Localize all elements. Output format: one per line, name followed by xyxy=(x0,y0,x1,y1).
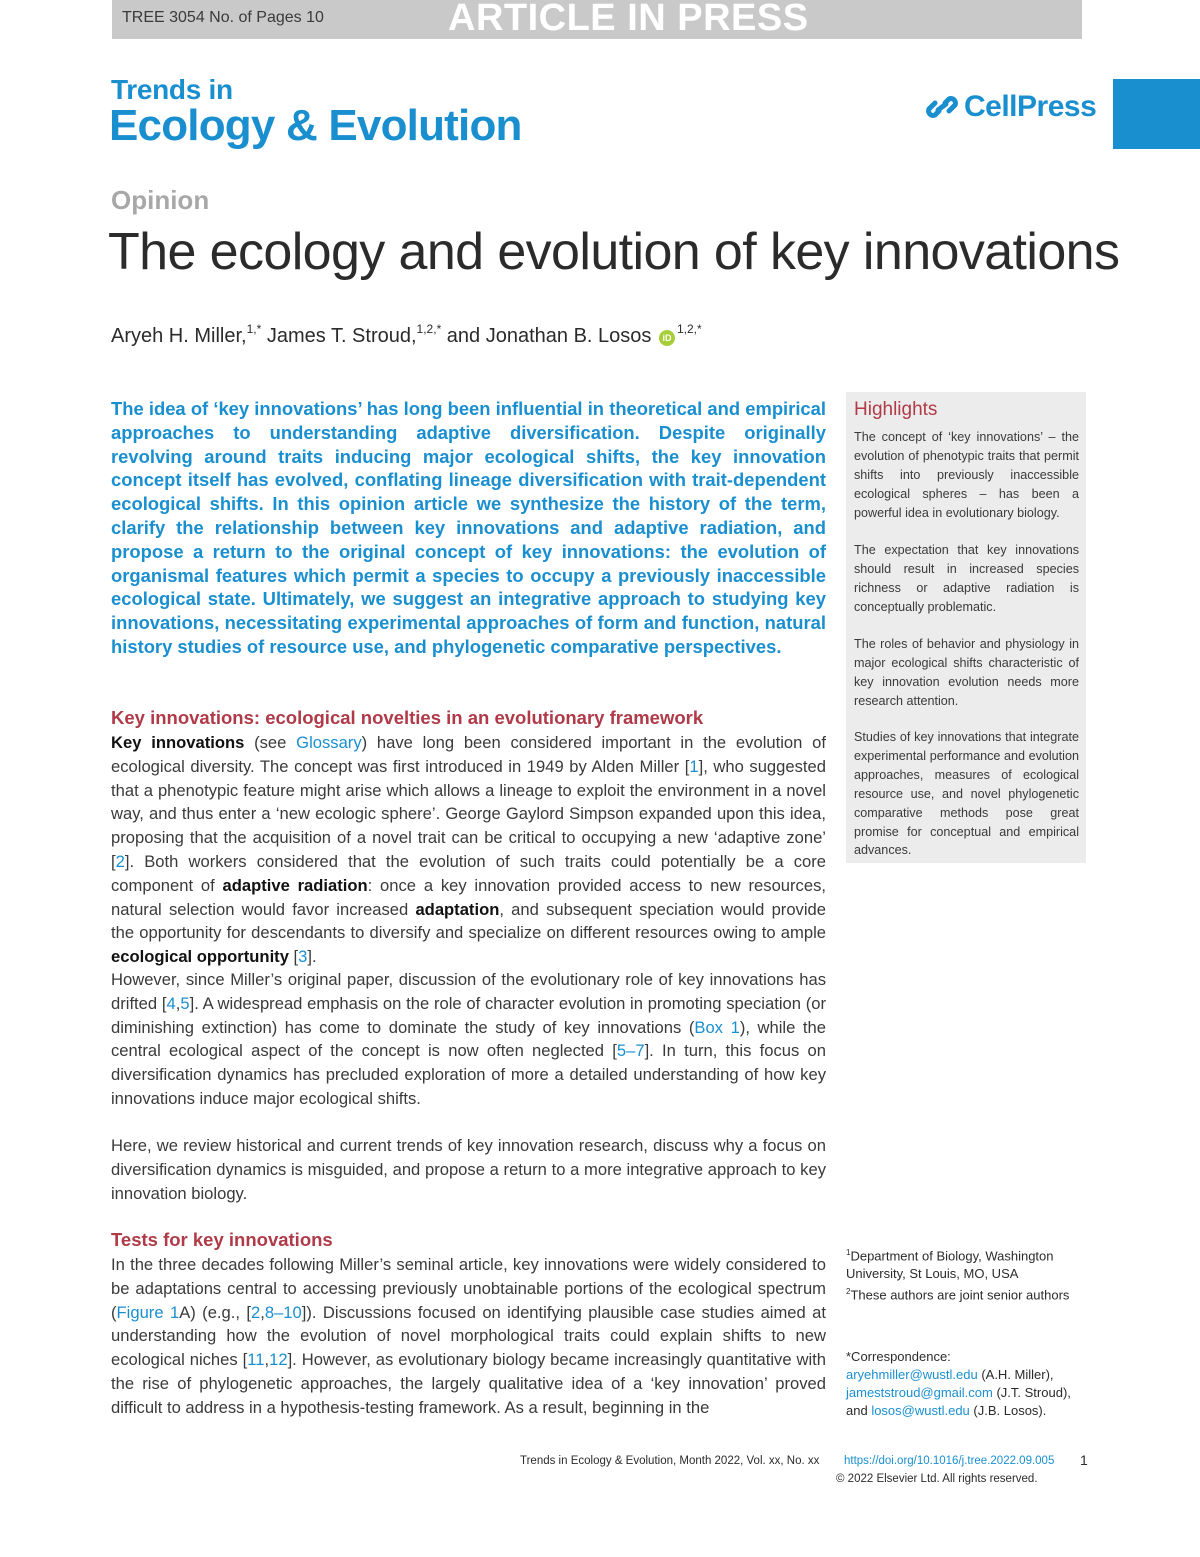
affiliation-2 xyxy=(846,1283,1096,1304)
text-run: In the three decades following Miller’s seminal article, key innovations were widely considered to be adaptations central to accessing previously unobtainable portions of the ecological spectrum ( xyxy=(111,1255,826,1322)
highlight-item: The concept of ‘key innovations’ – the evolution of phenotypic traits that permit shifts into previously inaccessible ecological spheres – has been a powerful idea in evolutionary biology. xyxy=(854,430,1079,520)
affiliation-text: Department of Biology, Washington University, St Louis, MO, USA xyxy=(846,1248,1054,1282)
highlights-box xyxy=(846,392,1086,863)
text-run: (J.T. Stroud), xyxy=(992,1385,1071,1400)
article-title: The ecology and evolution of key innovations xyxy=(108,223,1120,281)
author-name: and Jonathan B. Losos xyxy=(446,325,652,347)
reference-link[interactable]: 8–10 xyxy=(264,1302,302,1322)
text-run: and xyxy=(846,1403,872,1418)
reference-link[interactable]: 2 xyxy=(250,1302,261,1322)
text-run: : once a key innovation provided access to new resources, natural selection would favor increased xyxy=(111,875,826,919)
publisher-name: CellPress xyxy=(964,90,1097,123)
text-run: , xyxy=(260,1302,265,1322)
journal-color-tab xyxy=(1113,79,1200,149)
text-run: ]. xyxy=(307,947,317,967)
author-list xyxy=(111,322,702,348)
reference-link[interactable]: 5 xyxy=(180,993,190,1013)
doi-link[interactable]: https://doi.org/10.1016/j.tree.2022.09.005 xyxy=(844,1455,1055,1467)
publisher-logo[interactable] xyxy=(926,90,1096,124)
journal-title-line1: Trends in xyxy=(111,74,233,105)
paragraph xyxy=(111,1253,826,1420)
highlight-item: Studies of key innovations that integrate experimental performance and evolution approaches, measures of ecological resource use, and novel phylogenetic comparative methods pose great promise for conceptual and empirical advances. xyxy=(854,730,1079,858)
text-run: ], who suggested that a phenotypic feature might arise which allows a lineage to exploit the environment in a novel way, and thus enter a ‘new ecologic sphere’. George Gaylord Simpson expanded upon this idea, proposing that the acquisition of a novel trait can be critical to occupying a new ‘adaptive zone’ [ xyxy=(111,756,826,871)
status-banner-text: ARTICLE IN PRESS xyxy=(448,0,809,39)
glossary-term: Key innovations xyxy=(111,733,245,752)
author-affiliation: 1,2,* xyxy=(676,322,702,336)
email-link[interactable]: aryehmiller@wustl.edu xyxy=(846,1367,978,1382)
manuscript-id: TREE 3054 No. of Pages 10 xyxy=(122,9,324,26)
correspondence-emails xyxy=(846,1366,1096,1420)
reference-link[interactable]: 11 xyxy=(247,1350,265,1370)
reference-link[interactable]: 12 xyxy=(269,1350,288,1370)
paragraph xyxy=(111,968,826,1111)
affiliation-1 xyxy=(846,1244,1096,1283)
reference-link[interactable]: 5–7 xyxy=(616,1041,645,1061)
text-run: However, since Miller’s original paper, discussion of the evolutionary role of key innovations has drifted [ xyxy=(111,970,826,1013)
glossary-term: adaptation xyxy=(415,899,500,919)
paragraph: Here, we review historical and current trends of key innovation research, discuss why a focus on diversification dynamics is misguided, and propose a return to a more integrative approach to key innovation biology. xyxy=(111,1136,826,1203)
box-link[interactable]: Box 1 xyxy=(694,1017,740,1037)
text-run: ]). Discussions focused on identifying plausible case studies aimed at understanding how the evolution of novel morphological traits could explain shifts to new ecological niches [ xyxy=(111,1302,826,1370)
text-run: ]. Both workers considered that the evolution of such traits could potentially be a core component of xyxy=(111,851,826,895)
author-name: Aryeh H. Miller, xyxy=(111,325,247,347)
reference-link[interactable]: 3 xyxy=(298,947,308,967)
cellpress-link-icon xyxy=(926,92,958,122)
affiliations xyxy=(846,1244,1096,1305)
abstract: The idea of ‘key innovations’ has long been influential in theoretical and empirical approaches to understanding adaptive diversification. Despite originally revolving around traits inducing major ecological shifts, the key innovation concept itself has evolved, conflating lineage diversification with trait-dependent ecological shifts. In this opinion article we synthesize the history of the term, clarify the relationship between key innovations and adaptive radiation, and propose a return to the original concept of key innovations: the evolution of organismal features which permit a species to occupy a previously inaccessible ecological state. Ultimately, we suggest an integrative approach to studying key innovations, necessitating experimental approaches of form and function, natural history studies of resource use, and phylogenetic comparative perspectives. xyxy=(111,398,826,657)
highlight-item: The roles of behavior and physiology in major ecological shifts characteristic of key innovation evolution needs more research attention. xyxy=(854,637,1079,708)
figure-link[interactable]: Figure 1 xyxy=(116,1302,180,1322)
email-link[interactable]: losos@wustl.edu xyxy=(871,1403,970,1418)
author-affiliation: 1,* xyxy=(246,322,262,336)
glossary-term: adaptive radiation xyxy=(222,875,368,895)
text-run: [ xyxy=(288,947,299,967)
text-run: ), while the central ecological aspect of the concept is now often neglected [ xyxy=(111,1017,827,1061)
journal-title-line2: Ecology & Evolution xyxy=(109,101,522,150)
text-run: ]. However, as evolutionary biology became increasingly quantitative with the rise of phylogenetic approaches, the largely qualitative idea of a ‘key innovation’ proved difficult to address in a hypothesis-testing framework. As a result, beginning in the xyxy=(111,1350,826,1417)
reference-link[interactable]: 2 xyxy=(115,851,125,871)
highlights-title: Highlights xyxy=(854,399,938,420)
affiliation-number: 1 xyxy=(846,1248,851,1257)
text-run: , and subsequent speciation would provide the opportunity for descendants to diversify and specialize on different resources owing to ample xyxy=(111,899,826,943)
text-run: (see xyxy=(244,733,297,752)
affiliation-number: 2 xyxy=(846,1287,851,1297)
highlight-item: The expectation that key innovations should result in increased species richness or adaptive radiation is conceptually problematic. xyxy=(854,543,1079,614)
text-run: ) have long been considered important in the evolution of ecological diversity. The concept was first introduced in 1949 by Alden Miller [ xyxy=(111,733,826,776)
correspondence xyxy=(846,1348,1096,1420)
text-run: ]. A widespread emphasis on the role of character evolution in promoting speciation (or diminishing extinction) has come to dominate the study of key innovations ( xyxy=(111,993,826,1037)
author-affiliation: 1,2,* xyxy=(416,322,442,336)
reference-link[interactable]: 4 xyxy=(166,993,176,1013)
text-run: ]. In turn, this focus on diversification dynamics has precluded exploration of more a detailed understanding of how key innovations induce major ecological shifts. xyxy=(111,1041,826,1108)
copyright: © 2022 Elsevier Ltd. All rights reserved. xyxy=(836,1473,1038,1485)
orcid-icon[interactable]: iD xyxy=(659,330,675,346)
glossary-link[interactable]: Glossary xyxy=(296,733,362,752)
section-heading: Tests for key innovations xyxy=(111,1229,333,1250)
email-link[interactable]: jameststroud@gmail.com xyxy=(846,1385,993,1400)
article-type: Opinion xyxy=(111,185,210,215)
footer-citation: Trends in Ecology & Evolution, Month 2022, Vol. xx, No. xx xyxy=(520,1455,820,1467)
section-heading: Key innovations: ecological novelties in an evolutionary framework xyxy=(111,707,704,728)
text-run: (A.H. Miller), xyxy=(977,1367,1054,1382)
affiliation-text: These authors are joint senior authors xyxy=(850,1287,1070,1303)
author-name: James T. Stroud, xyxy=(266,325,417,347)
paragraph xyxy=(111,731,826,969)
text-run: , xyxy=(264,1350,270,1370)
glossary-term: ecological opportunity xyxy=(111,947,289,967)
article-in-press-banner xyxy=(112,0,1082,39)
correspondence-label: *Correspondence: xyxy=(846,1349,951,1364)
text-run: , xyxy=(175,993,181,1013)
text-run: (J.B. Losos). xyxy=(969,1403,1047,1418)
page-number: 1 xyxy=(1080,1452,1088,1468)
reference-link[interactable]: 1 xyxy=(689,756,699,776)
text-run: A) (e.g., [ xyxy=(179,1302,251,1322)
